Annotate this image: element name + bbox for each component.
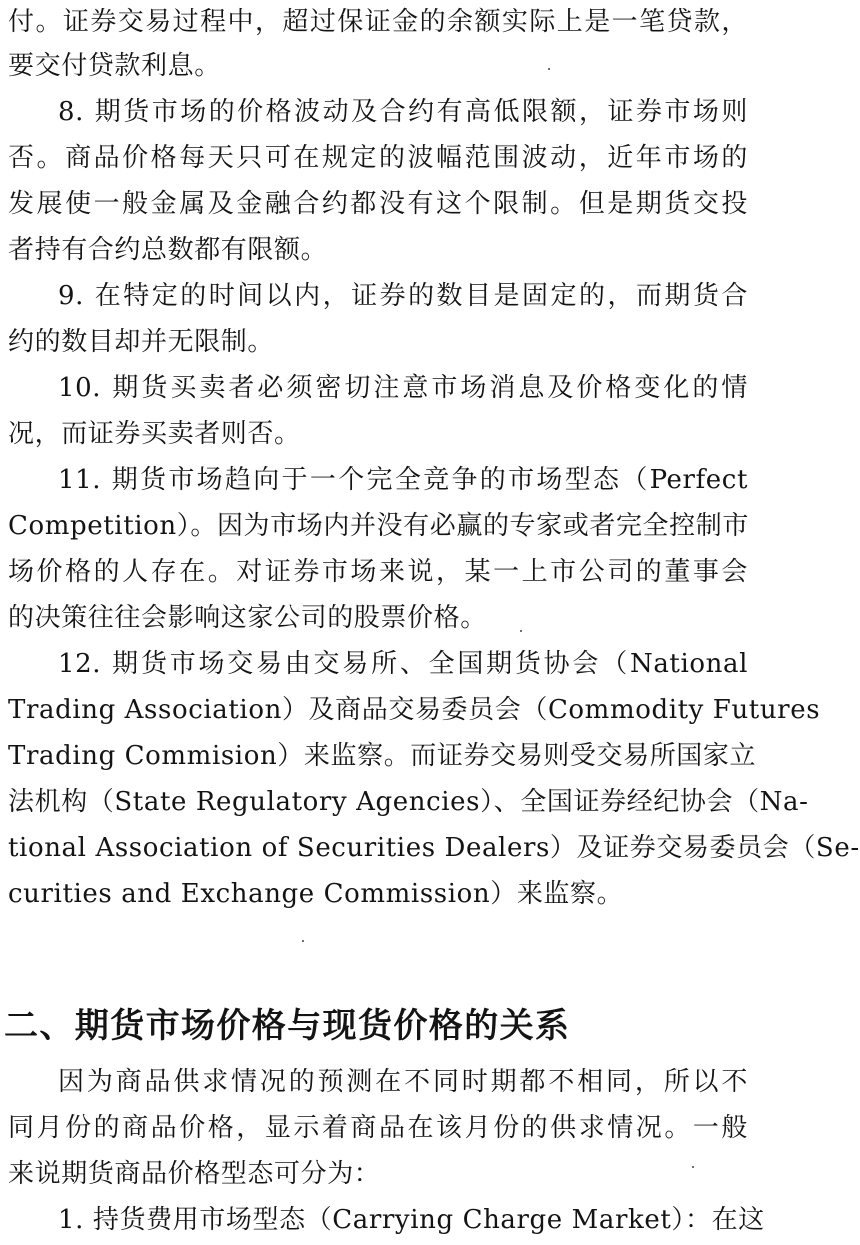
paragraph-line: 同月份的商品价格，显示着商品在该月份的供求情况。一般 [8,1113,748,1143]
paragraph-line: Trading Association）及商品交易委员会（Commodity Futures [8,695,821,725]
paragraph-line: 发展使一般金属及金融合约都没有这个限制。但是期货交投 [8,189,748,219]
paragraph-line: curities and Exchange Commission）来监察。 [8,879,624,909]
paragraph-line: tional Association of Securities Dealers）及证券交易委员会（Se- [8,833,860,863]
paragraph-line: 况，而证券买卖者则否。 [8,419,301,449]
section-heading: 二、期货市场价格与现货价格的关系 [4,1006,571,1046]
paragraph-line: 9. 在特定的时间以内，证券的数目是固定的，而期货合 [58,281,748,311]
paragraph-line: 要交付贷款利息。 [8,51,221,81]
paragraph-line: 来说期货商品价格型态可分为： [8,1159,381,1189]
paragraph-line: 约的数目却并无限制。 [8,327,275,357]
paragraph-line: 付。证券交易过程中，超过保证金的余额实际上是一笔贷款， [8,7,748,37]
scan-speck [302,940,304,942]
paragraph-line: 8. 期货市场的价格波动及合约有高低限额，证券市场则 [58,97,748,127]
paragraph-line: 12. 期货市场交易由交易所、全国期货协会（National [58,649,748,679]
paragraph-line: 否。商品价格每天只可在规定的波幅范围波动，近年市场的 [8,143,748,173]
scan-speck [548,68,550,70]
paragraph-line: 场价格的人存在。对证券市场来说，某一上市公司的董事会 [8,557,748,587]
paragraph-line: 者持有合约总数都有限额。 [8,235,328,265]
paragraph-line: 11. 期货市场趋向于一个完全竞争的市场型态（Perfect [58,465,748,495]
paragraph-line: 10. 期货买卖者必须密切注意市场消息及价格变化的情 [58,373,748,403]
paragraph-line: 1. 持货费用市场型态（Carrying Charge Market）：在这 [58,1205,765,1235]
paragraph-line: Trading Commision）来监察。而证券交易则受交易所国家立 [8,741,757,771]
paragraph-line: 因为商品供求情况的预测在不同时期都不相同，所以不 [58,1067,748,1097]
scan-speck [520,630,522,632]
paragraph-line: 法机构（State Regulatory Agencies）、全国证券经纪协会（Na- [8,787,809,817]
paragraph-line: Competition）。因为市场内并没有必赢的专家或者完全控制市 [8,511,749,541]
scan-speck [692,1166,694,1168]
paragraph-line: 的决策往往会影响这家公司的股票价格。 [8,603,487,633]
